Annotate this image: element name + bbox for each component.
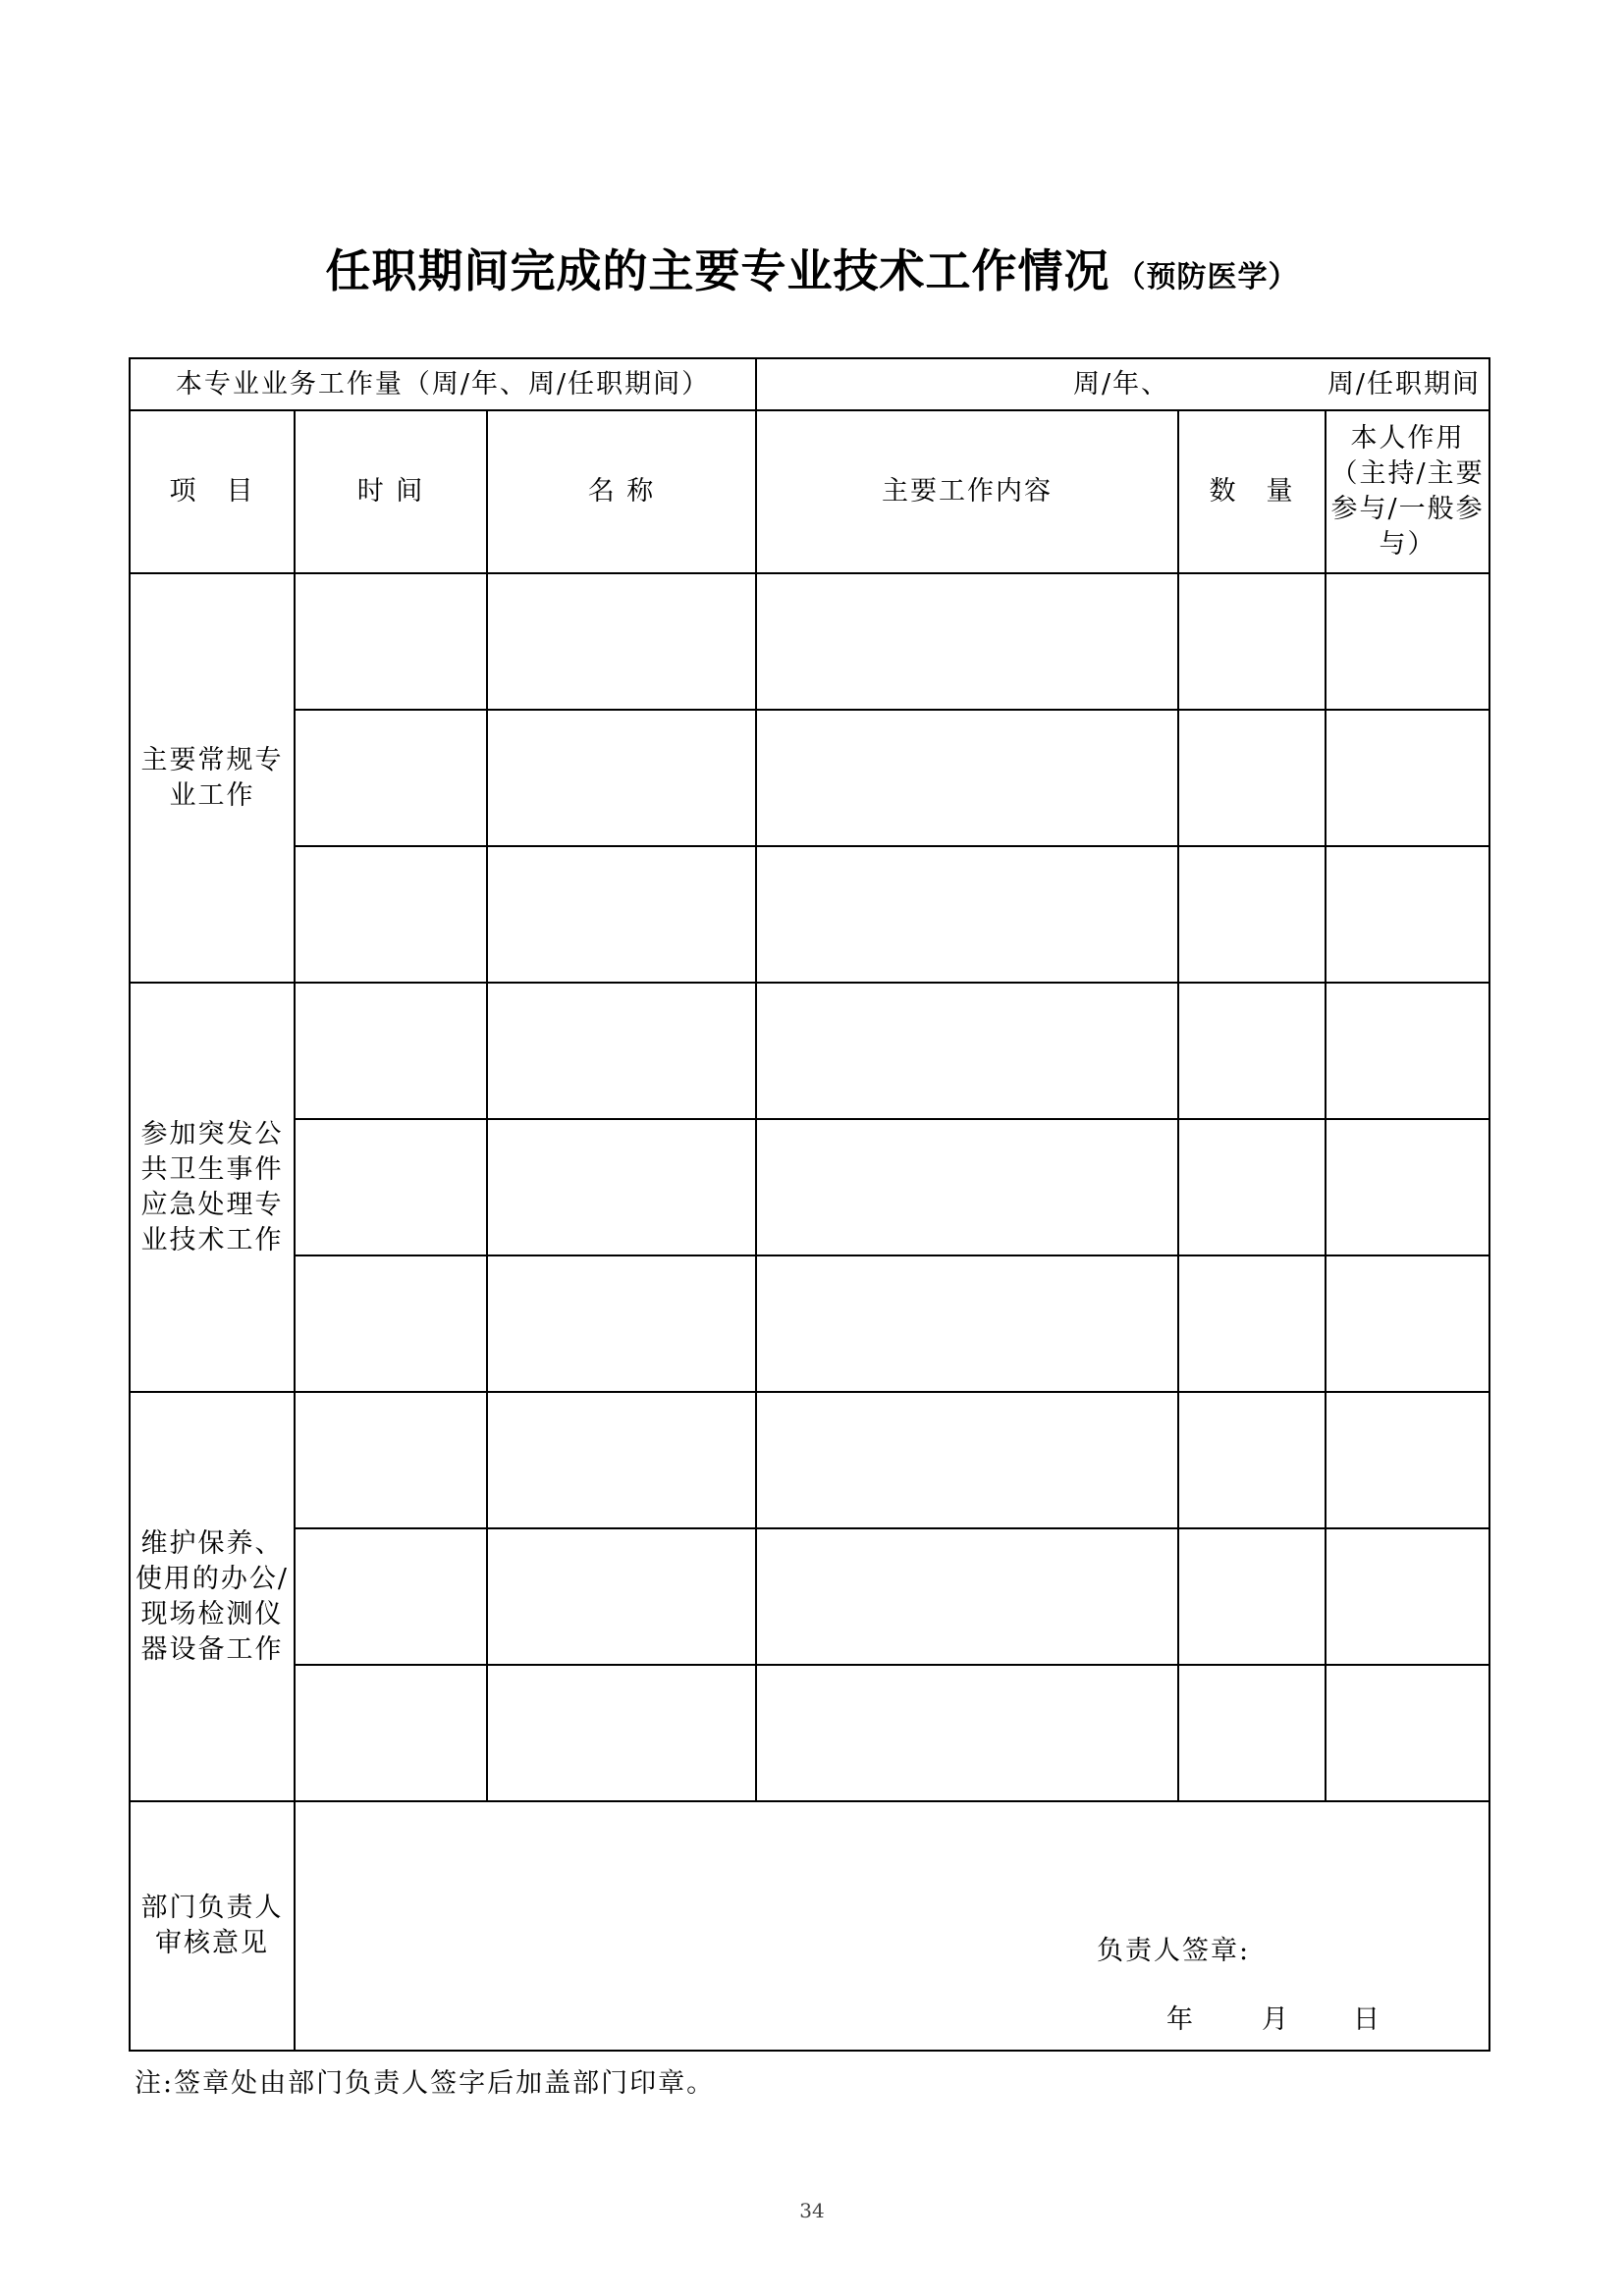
table-row (130, 1392, 1489, 1528)
cell-time[interactable] (295, 1119, 487, 1255)
cell-content[interactable] (756, 1665, 1178, 1801)
review-opinion-cell[interactable] (295, 1801, 1489, 2051)
cell-name[interactable] (487, 983, 756, 1119)
workload-value-cell[interactable] (756, 358, 1489, 410)
cell-quantity[interactable] (1178, 1119, 1326, 1255)
cell-role[interactable] (1326, 1528, 1489, 1665)
category-emergency-work: 参加突发公共卫生事件应急处理专业技术工作 (130, 983, 295, 1392)
cell-time[interactable] (295, 983, 487, 1119)
workload-per-period: 周/任职期间 (1326, 368, 1482, 400)
form-title-main: 任职期间完成的主要专业技术工作情况 (325, 244, 1110, 297)
cell-name[interactable] (487, 710, 756, 846)
header-name: 名 称 (487, 410, 756, 573)
header-role: 本人作用（主持/主要参与/一般参与） (1326, 410, 1489, 573)
cell-role[interactable] (1326, 1119, 1489, 1255)
work-summary-table (129, 357, 1490, 2052)
cell-quantity[interactable] (1178, 1392, 1326, 1528)
category-routine-work: 主要常规专业工作 (130, 573, 295, 983)
review-date (1166, 2002, 1381, 2038)
cell-quantity[interactable] (1178, 1255, 1326, 1392)
cell-name[interactable] (487, 1119, 756, 1255)
form-title (0, 236, 1624, 300)
cell-content[interactable] (756, 1528, 1178, 1665)
table-row (130, 983, 1489, 1119)
cell-role[interactable] (1326, 710, 1489, 846)
table-row (130, 573, 1489, 710)
footnote: 注:签章处由部门负责人签字后加盖部门印章。 (135, 2068, 716, 2099)
cell-content[interactable] (756, 1392, 1178, 1528)
table-row (130, 846, 1489, 983)
date-day: 日 (1353, 2004, 1381, 2035)
cell-content[interactable] (756, 573, 1178, 710)
cell-name[interactable] (487, 846, 756, 983)
cell-time[interactable] (295, 1665, 487, 1801)
cell-quantity[interactable] (1178, 710, 1326, 846)
cell-content[interactable] (756, 983, 1178, 1119)
cell-name[interactable] (487, 573, 756, 710)
cell-time[interactable] (295, 1255, 487, 1392)
cell-quantity[interactable] (1178, 983, 1326, 1119)
header-content: 主要工作内容 (756, 410, 1178, 573)
cell-role[interactable] (1326, 1665, 1489, 1801)
table-row (130, 1665, 1489, 1801)
cell-name[interactable] (487, 1665, 756, 1801)
page-number: 34 (799, 2199, 825, 2222)
form-title-sub: （预防医学） (1115, 260, 1299, 294)
workload-row (130, 358, 1489, 410)
cell-content[interactable] (756, 710, 1178, 846)
table-row (130, 710, 1489, 846)
workload-per-year: 周/年、 (1073, 368, 1170, 400)
cell-name[interactable] (487, 1528, 756, 1665)
cell-role[interactable] (1326, 983, 1489, 1119)
review-label: 部门负责人审核意见 (130, 1801, 295, 2051)
cell-time[interactable] (295, 1528, 487, 1665)
cell-time[interactable] (295, 1392, 487, 1528)
cell-quantity[interactable] (1178, 1665, 1326, 1801)
cell-name[interactable] (487, 1255, 756, 1392)
cell-role[interactable] (1326, 573, 1489, 710)
header-quantity: 数 量 (1178, 410, 1326, 573)
cell-content[interactable] (756, 846, 1178, 983)
review-row (130, 1801, 1489, 2051)
cell-role[interactable] (1326, 846, 1489, 983)
header-row (130, 410, 1489, 573)
category-equipment-work: 维护保养、使用的办公/现场检测仪器设备工作 (130, 1392, 295, 1801)
cell-time[interactable] (295, 846, 487, 983)
cell-quantity[interactable] (1178, 1528, 1326, 1665)
cell-quantity[interactable] (1178, 573, 1326, 710)
cell-content[interactable] (756, 1119, 1178, 1255)
table-row (130, 1119, 1489, 1255)
cell-name[interactable] (487, 1392, 756, 1528)
cell-role[interactable] (1326, 1392, 1489, 1528)
cell-role[interactable] (1326, 1255, 1489, 1392)
header-item: 项 目 (130, 410, 295, 573)
workload-label: 本专业业务工作量（周/年、周/任职期间） (130, 358, 756, 410)
table-row (130, 1528, 1489, 1665)
header-time: 时 间 (295, 410, 487, 573)
cell-time[interactable] (295, 573, 487, 710)
cell-time[interactable] (295, 710, 487, 846)
cell-quantity[interactable] (1178, 846, 1326, 983)
date-month: 月 (1262, 2004, 1290, 2035)
table-row (130, 1255, 1489, 1392)
cell-content[interactable] (756, 1255, 1178, 1392)
date-year: 年 (1166, 2004, 1195, 2035)
signature-label: 负责人签章: (1097, 1936, 1251, 1966)
